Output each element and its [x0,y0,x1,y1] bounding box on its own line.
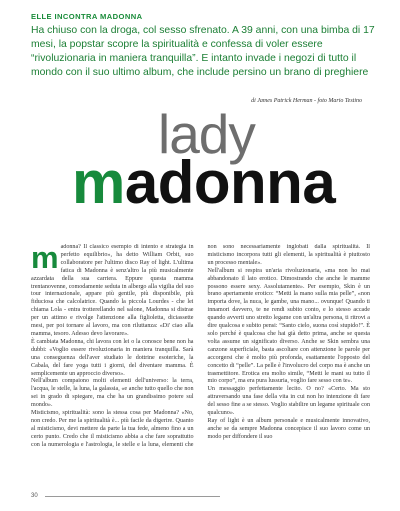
drop-cap: m [31,244,59,275]
article-paragraph: Misticismo, spiritualità: sono la stessa cosa per Madonna? «No, non credo. Per me la spiritualità è... più facile da digerire. Quanto al misticismo, devi mettere da parte la tua fede, almeno fino a un certo punto. Credo che il misticismo abbia a che fare soprattutto con la numerologia e l'astrologia, le stelle e la luna, elementi che non sono necessariamente inglobati dalla spiritualità. Il misticismo incorpora tutti gli elementi, la spiritualità è piuttosto un processo mentale». [31,244,370,448]
page-number: 30 [31,493,38,499]
title-lady: lady [158,103,255,165]
lead-paragraph: Ha chiuso con la droga, col sesso sfrenato. A 39 anni, con una bimba di 17 mesi, la popstar scopre la spiritualità e confessa di voler essere “rivoluzionaria in maniera tranquilla”. E intanto invade i negozi di tutto il mondo con il suo ultimo album, che include persino un brano di preghiere [31,25,375,78]
article-paragraph: È cambiata Madonna, chi lavora con lei o la conosce bene non ha dubbi: «Voglio essere rivoluzionaria in maniera tranquilla. Sarà una conseguenza dell'aver studiato le dottrine esoteriche, la Cabala, del fare yoga tutti i giorni, del diventare mamma. È semplicemente un approccio diverso». [31,338,194,377]
article-paragraph: Nell'album si respira un'aria rivoluzionaria, «ma non ho mai abbandonato il lato erotico. Dimostrando che anche le mamme possono essere sexy. Assolutamente». Per esempio, Skin è un brano apertamente erotico: “Metti la mano sulla mia pelle”, «non importa dove, la nuca, le gambe, una mano... ovunque! Quando ti innamori davvero, te ne rendi subito conto, e lo stesso accade quando avverti uno stretto legame con un'altra persona, ti ritrovi a dire qualcosa e subito pensi: “Santo cielo, suona così stupido!”. È solo perché è qualcosa che hai già detto prima, anche se questa volta assume un significato diverso. Anche se Skin sembra una canzone superficiale, basta ascoltare con attenzione le parole per accorgersi che è molto più profonda, esattamente l'opposto del concetto di “pelle”. La pelle è l'involucro del corpo ma è anche un trasmettitore. Erotica era molto simile, “Metti le mani su tutto il mio corpo”, ma era pura lussuria, voglio fare sesso con te». [207,267,370,385]
article-paragraph: Ray of light è un album personale e musicalmente innovativo, anche se da sempre Madonna concepisce il suo lavoro come un modo per diffondere il suo [207,417,370,440]
article-paragraph: Nell'album compaiono molti elementi dell'universo: la terra, l'acqua, le stelle, la luna, la galassia, «e anche tutto quello che non sei in grado di spiegare, ma che ha un grandissimo potere sul mondo». [31,378,194,409]
footer-rule [45,496,220,497]
article-paragraph [31,244,194,339]
article-paragraph: Un messaggio perfettamente lecito. O no? «Certo. Ma sto attraversando una fase della vita in cui non ho intenzione di fare del sesso fine a se stesso. Voglio stabilire un legame spirituale con qualcuno». [207,386,370,417]
credits: di James Patrick Herman - foto Mario Testino [251,98,362,104]
title-initial: m [72,149,125,216]
article-body [31,244,370,494]
article-text: adonna? Il classico esempio di intento e strategia in perfetto equilibrio», ha detto William Orbit, suo collaboratore per l'ultimo disco Ray of light. L'ultima fatica di Madonna è senz'altro la più musicalmente azzardata della sua carriera. Eppure questa mamma trentanovenne, comodamente seduta in albergo alla vigilia del suo tour internazionale, appare più gentile, più disponibile, più fiduciosa che calcolatrice. Quando la piccola Lourdes - che lei chiama Lola - entra trotterellando nel salone, Madonna si distrae per un attimo e rivolge l'attenzione alla figlioletta, diciassette mesi, per poi tornare al lavoro, ma con riluttanza: «Di' ciao alla mamma, tesoro. Adesso devo lavorare». [31,244,194,337]
title-rest: adonna [124,149,336,216]
kicker: ELLE INCONTRA MADONNA [31,12,143,21]
title-madonna [72,149,336,216]
